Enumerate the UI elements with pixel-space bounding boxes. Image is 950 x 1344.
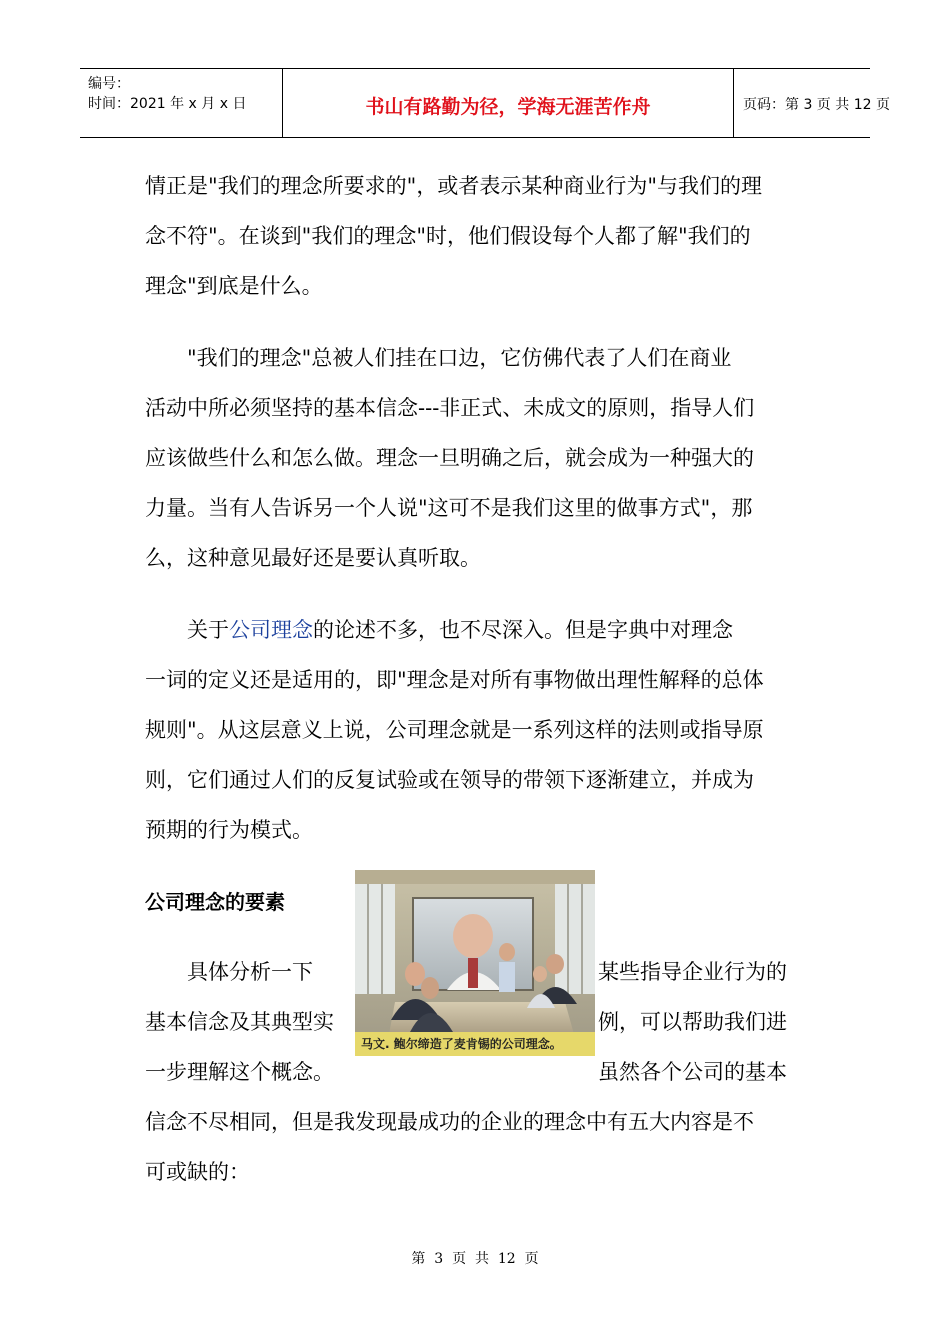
- wrap-line-right: 虽然各个公司的基本: [598, 1060, 787, 1084]
- paragraph-line: 力量。当有人告诉另一个人说"这可不是我们这里的做事方式"，那: [145, 496, 753, 520]
- header-motto-cell: [282, 69, 734, 137]
- paragraph-line: 规则"。从这层意义上说，公司理念就是一系列这样的法则或指导原: [145, 718, 764, 742]
- meeting-photo: [355, 870, 595, 1056]
- photo-caption: 马文. 鲍尔缔造了麦肯锡的公司理念。: [355, 1032, 595, 1056]
- paragraph-line: 一词的定义还是适用的，即"理念是对所有事物做出理性解释的总体: [145, 668, 764, 692]
- paragraph-line: 预期的行为模式。: [145, 818, 313, 842]
- wrap-line-left: 基本信念及其典型实: [145, 1010, 334, 1034]
- section-heading: 公司理念的要素: [145, 890, 285, 914]
- paragraph-line: 信念不尽相同，但是我发现最成功的企业的理念中有五大内容是不: [145, 1110, 754, 1134]
- page-info: 页码：第 3 页 共 12 页: [743, 97, 890, 113]
- wrap-line-left: 具体分析一下: [145, 960, 313, 984]
- paragraph-line: 情正是"我们的理念所要求的"，或者表示某种商业行为"与我们的理: [145, 174, 762, 198]
- wrap-line-left: 一步理解这个概念。: [145, 1060, 334, 1084]
- paragraph-line: 可或缺的：: [145, 1160, 250, 1184]
- text-run: 的论述不多，也不尽深入。但是字典中对理念: [313, 618, 733, 642]
- paragraph-line: 应该做些什么和怎么做。理念一旦明确之后，就会成为一种强大的: [145, 446, 754, 470]
- wrap-line-right: 某些指导企业行为的: [598, 960, 787, 984]
- header-left-cell: [80, 69, 282, 137]
- meeting-photo-illustration: [355, 870, 595, 1056]
- number-label: 编号：: [88, 76, 130, 92]
- paragraph-line: 活动中所必须坚持的基本信念---非正式、未成文的原则，指导人们: [145, 396, 755, 420]
- paragraph-line: 则，它们通过人们的反复试验或在领导的带领下逐渐建立，并成为: [145, 768, 754, 792]
- document-header: [80, 68, 890, 138]
- header-motto: 书山有路勤为径，学海无涯苦作舟: [365, 96, 651, 118]
- paragraph-line: 理念"到底是什么。: [145, 274, 323, 298]
- header-right-cell: [733, 69, 890, 137]
- paragraph-line: 么，这种意见最好还是要认真听取。: [145, 546, 481, 570]
- page-footer: 第 3 页 共 12 页: [411, 1251, 539, 1267]
- time-label: 时间：2021 年 x 月 x 日: [88, 96, 247, 112]
- text-run: 关于: [145, 618, 229, 642]
- paragraph-line: 念不符"。在谈到"我们的理念"时，他们假设每个人都了解"我们的: [145, 224, 751, 248]
- paragraph-line: [145, 616, 733, 644]
- wrap-line-right: 例，可以帮助我们进: [598, 1010, 787, 1034]
- paragraph-line: "我们的理念"总被人们挂在口边，它仿佛代表了人们在商业: [145, 346, 732, 370]
- company-philosophy-link[interactable]: 公司理念: [229, 618, 313, 642]
